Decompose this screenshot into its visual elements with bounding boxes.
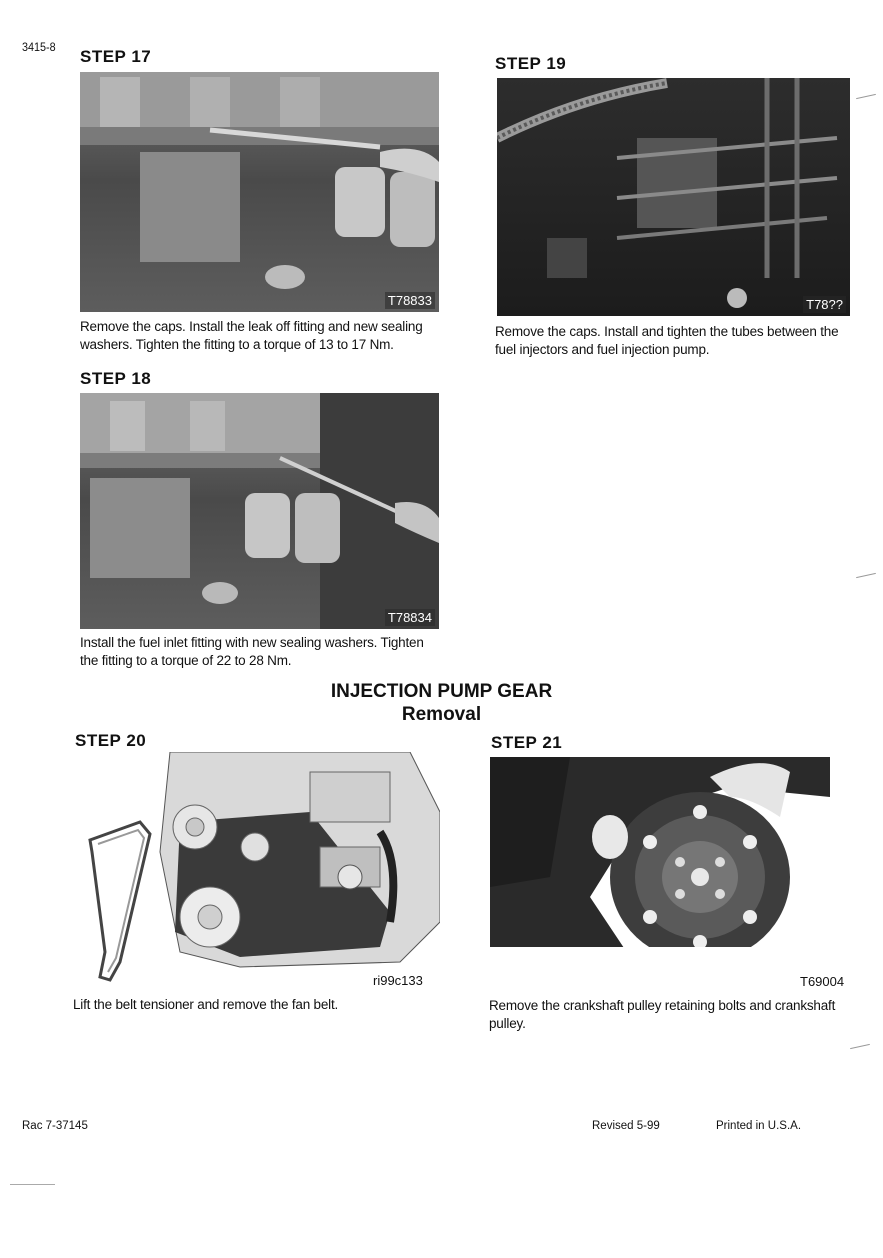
step-19-title: STEP 19 (495, 54, 567, 73)
step-17-caption-line-2: washers. Tighten the fitting to a torque of 13 to 17 Nm. (80, 337, 394, 352)
footer-revised: Revised 5-99 (592, 1120, 660, 1132)
step-18-title: STEP 18 (80, 369, 152, 388)
footer-printed: Printed in U.S.A. (716, 1120, 802, 1132)
step-19-caption (495, 323, 838, 359)
step-19-photo (497, 78, 850, 316)
step-21-title: STEP 21 (491, 733, 563, 752)
step-17-photo (80, 72, 439, 312)
step-20-figure-label: ri99c133 (373, 973, 423, 988)
step-20-caption (73, 996, 338, 1014)
step-21-caption-line-1: Remove the crankshaft pulley retaining bolts and crankshaft (489, 998, 836, 1013)
step-18-photo (80, 393, 439, 629)
footer-doc-number: Rac 7-37145 (22, 1120, 88, 1132)
step-21-caption (489, 997, 835, 1033)
step-20-illustration (80, 752, 440, 992)
step-18-caption-line-2: the fitting to a torque of 22 to 28 Nm. (80, 653, 292, 668)
step-19-figure-label: T78?? (803, 296, 846, 313)
step-17-title: STEP 17 (80, 47, 152, 66)
step-17-figure-label: T78833 (385, 292, 435, 309)
edge-line (10, 1184, 55, 1185)
step-21-photo (490, 757, 830, 992)
step-20-caption-line-1: Lift the belt tensioner and remove the fan belt. (73, 997, 339, 1012)
step-17-caption-line-1: Remove the caps. Install the leak off fitting and new sealing (80, 319, 423, 334)
step-20-title: STEP 20 (75, 731, 147, 750)
edge-mark (856, 573, 876, 578)
page-number: 3415-8 (22, 40, 56, 54)
step-17-caption (80, 318, 423, 354)
edge-mark (850, 1044, 870, 1049)
edge-mark (856, 94, 876, 99)
step-21-caption-line-2: pulley. (489, 1016, 526, 1031)
section-subtitle: Removal (401, 704, 482, 725)
step-19-caption-line-1: Remove the caps. Install and tighten the tubes between the (495, 324, 839, 339)
step-19-caption-line-2: fuel injectors and fuel injection pump. (495, 342, 710, 357)
section-title: INJECTION PUMP GEAR (330, 681, 553, 702)
step-18-caption-line-1: Install the fuel inlet fitting with new sealing washers. Tighten (80, 635, 424, 650)
step-18-caption (80, 634, 424, 670)
step-21-figure-label: T69004 (800, 974, 845, 989)
step-18-figure-label: T78834 (385, 609, 435, 626)
